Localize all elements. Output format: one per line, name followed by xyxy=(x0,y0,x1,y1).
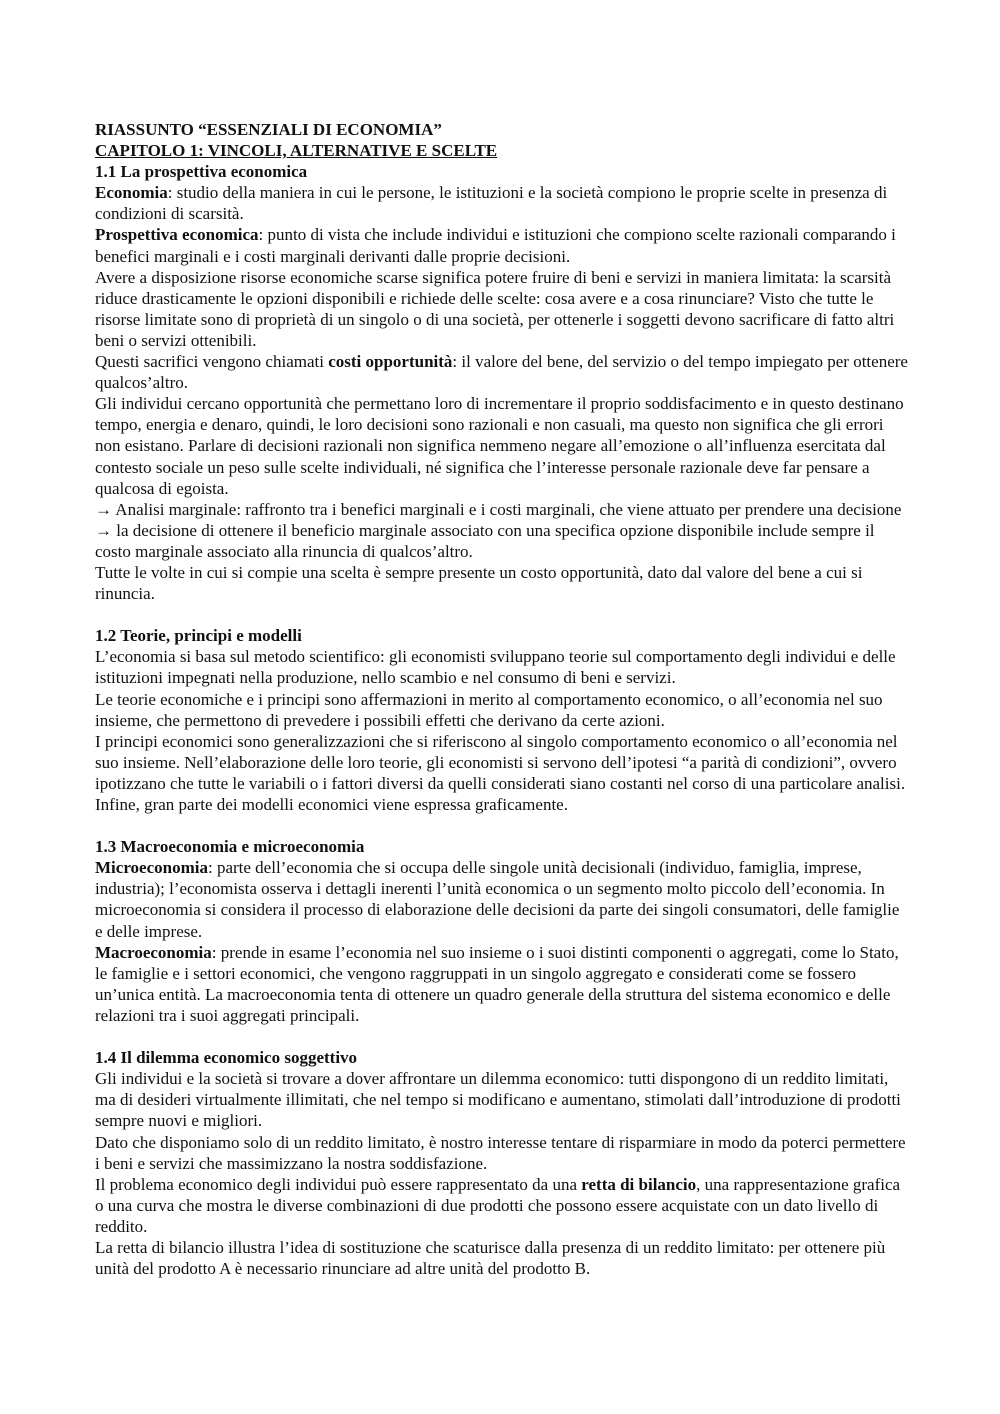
term-economia: Economia xyxy=(95,183,168,203)
section-heading-1-1: 1.1 La prospettiva economica xyxy=(95,162,308,182)
paragraph: Questi sacrifici vengono chiamati costi opportunità: il valore del bene, del servizio o del tempo impiegato per ottenere qualcos’altro. xyxy=(95,352,908,393)
spacer xyxy=(95,1026,910,1047)
paragraph: L’economia si basa sul metodo scientifico: gli economisti sviluppano teorie sul comportamento degli individui e delle istituzioni impegnati nella produzione, nello scambio e nel consumo di beni e servizi. xyxy=(95,647,896,688)
term-microeconomia: Microeconomia xyxy=(95,858,208,878)
spacer xyxy=(95,815,910,836)
paragraph: Gli individui e la società si trovare a dover affrontare un dilemma economico: tutti dispongono di un reddito limitati, ma di desideri virtualmente illimitati, che nel tempo si modificano e aumentano, stimolati dall’introduzione di prodotti sempre nuovi e migliori. xyxy=(95,1069,901,1131)
section-heading-1-4: 1.4 Il dilemma economico soggettivo xyxy=(95,1048,358,1068)
paragraph: Prospettiva economica: punto di vista che include individui e istituzioni che compiono scelte razionali comparando i benefici marginali e i costi marginali derivanti dalle proprie decisioni. xyxy=(95,225,896,266)
paragraph: Gli individui cercano opportunità che permettano loro di incrementare il proprio soddisfacimento e in questo destinano tempo, energia e denaro, quindi, le loro decisioni sono razionali e non casuali, ma questo non significa che gli errori non esistano. Parlare di decisioni razionali non significa nemmeno negare all’emozione o all’influenza esercitata dal contesto sociale un peso sulle scelte individuali, né significa che l’interesse personale razionale deve far pensare a qualcosa di egoista. xyxy=(95,394,904,498)
term-prospettiva-economica: Prospettiva economica xyxy=(95,225,259,245)
paragraph: → Analisi marginale: raffronto tra i benefici marginali e i costi marginali, che viene attuato per prendere una decisione → la decisione di ottenere il beneficio marginale associato con una specifica opzione disponibile include sempre il costo marginale associato alla rinuncia di qualcos’altro. xyxy=(95,499,902,561)
term-costi-opportunita: costi opportunità xyxy=(328,352,453,372)
term-retta-di-bilancio: retta di bilancio xyxy=(581,1174,697,1194)
chapter-heading: CAPITOLO 1: VINCOLI, ALTERNATIVE E SCELTE xyxy=(95,141,498,161)
paragraph: Il problema economico degli individui può essere rappresentato da una retta di bilancio, una rappresentazione grafica o una curva che mostra le diverse combinazioni di due prodotti che possono essere acquistate con un dato livello di reddito. xyxy=(95,1174,901,1236)
paragraph: I principi economici sono generalizzazioni che si riferiscono al singolo comportamento economico o all’economia nel suo insieme. Nell’elaborazione delle loro teorie, gli economisti si servono dell’ipotesi “a parità di condizioni”, ovvero ipotizzano che tutte le variabili o i fattori diversi da quelli considerati siano costanti nel corso di una particolare analisi. xyxy=(95,731,906,793)
spacer xyxy=(95,604,910,625)
paragraph: Infine, gran parte dei modelli economici viene espressa graficamente. xyxy=(95,795,568,814)
document-page xyxy=(95,119,910,1279)
section-heading-1-2: 1.2 Teorie, principi e modelli xyxy=(95,626,302,646)
paragraph: Tutte le volte in cui si compie una scelta è sempre presente un costo opportunità, dato dal valore del bene a cui si rinuncia. xyxy=(95,562,863,604)
paragraph: Microeconomia: parte dell’economia che si occupa delle singole unità decisionali (individuo, famiglia, imprese, industria); l’economista osserva i dettagli inerenti l’unità economica o un segmento molto piccolo dell’economia. In microeconomia si considera il processo di elaborazione delle decisioni da parte dei singoli consumatori, delle famiglie e delle imprese. xyxy=(95,858,900,941)
document-title: RIASSUNTO “ESSENZIALI DI ECONOMIA” xyxy=(95,120,442,139)
paragraph: Le teorie economiche e i principi sono affermazioni in merito al comportamento economico, o all’economia nel suo insieme, che permettono di prevedere i possibili effetti che derivano da certe azioni. xyxy=(95,689,883,730)
paragraph: La retta di bilancio illustra l’idea di sostituzione che scaturisce dalla presenza di un reddito limitato: per ottenere più unità del prodotto A è necessario rinunciare ad altre unità del prodotto B. xyxy=(95,1237,886,1279)
section-heading-1-3: 1.3 Macroeconomia e microeconomia xyxy=(95,837,365,857)
paragraph: Dato che disponiamo solo di un reddito limitato, è nostro interesse tentare di risparmiare in modo da poterci permettere i beni e servizi che massimizzano la nostra soddisfazione. xyxy=(95,1132,906,1173)
paragraph: Economia: studio della maniera in cui le persone, le istituzioni e la società compiono le proprie scelte in presenza di condizioni di scarsità. xyxy=(95,183,888,224)
paragraph: Macroeconomia: prende in esame l’economia nel suo insieme o i suoi distinti componenti o aggregati, come lo Stato, le famiglie e i settori economici, che vengono raggruppati in un singolo aggregato e considerati come se fossero un’unica entità. La macroeconomia tenta di ottenere un quadro generale della struttura del sistema economico e delle relazioni tra i suoi aggregati principali. xyxy=(95,942,899,1025)
term-macroeconomia: Macroeconomia xyxy=(95,942,212,962)
paragraph: Avere a disposizione risorse economiche scarse significa potere fruire di beni e servizi in maniera limitata: la scarsità riduce drasticamente le opzioni disponibili e richiede delle scelte: cosa avere e a cosa rinunciare? Visto che tutte le risorse limitate sono di proprietà di un singolo o di una società, per ottenerle i soggetti devono sacrificare di fatto altri beni o servizi ottenibili. xyxy=(95,267,895,350)
